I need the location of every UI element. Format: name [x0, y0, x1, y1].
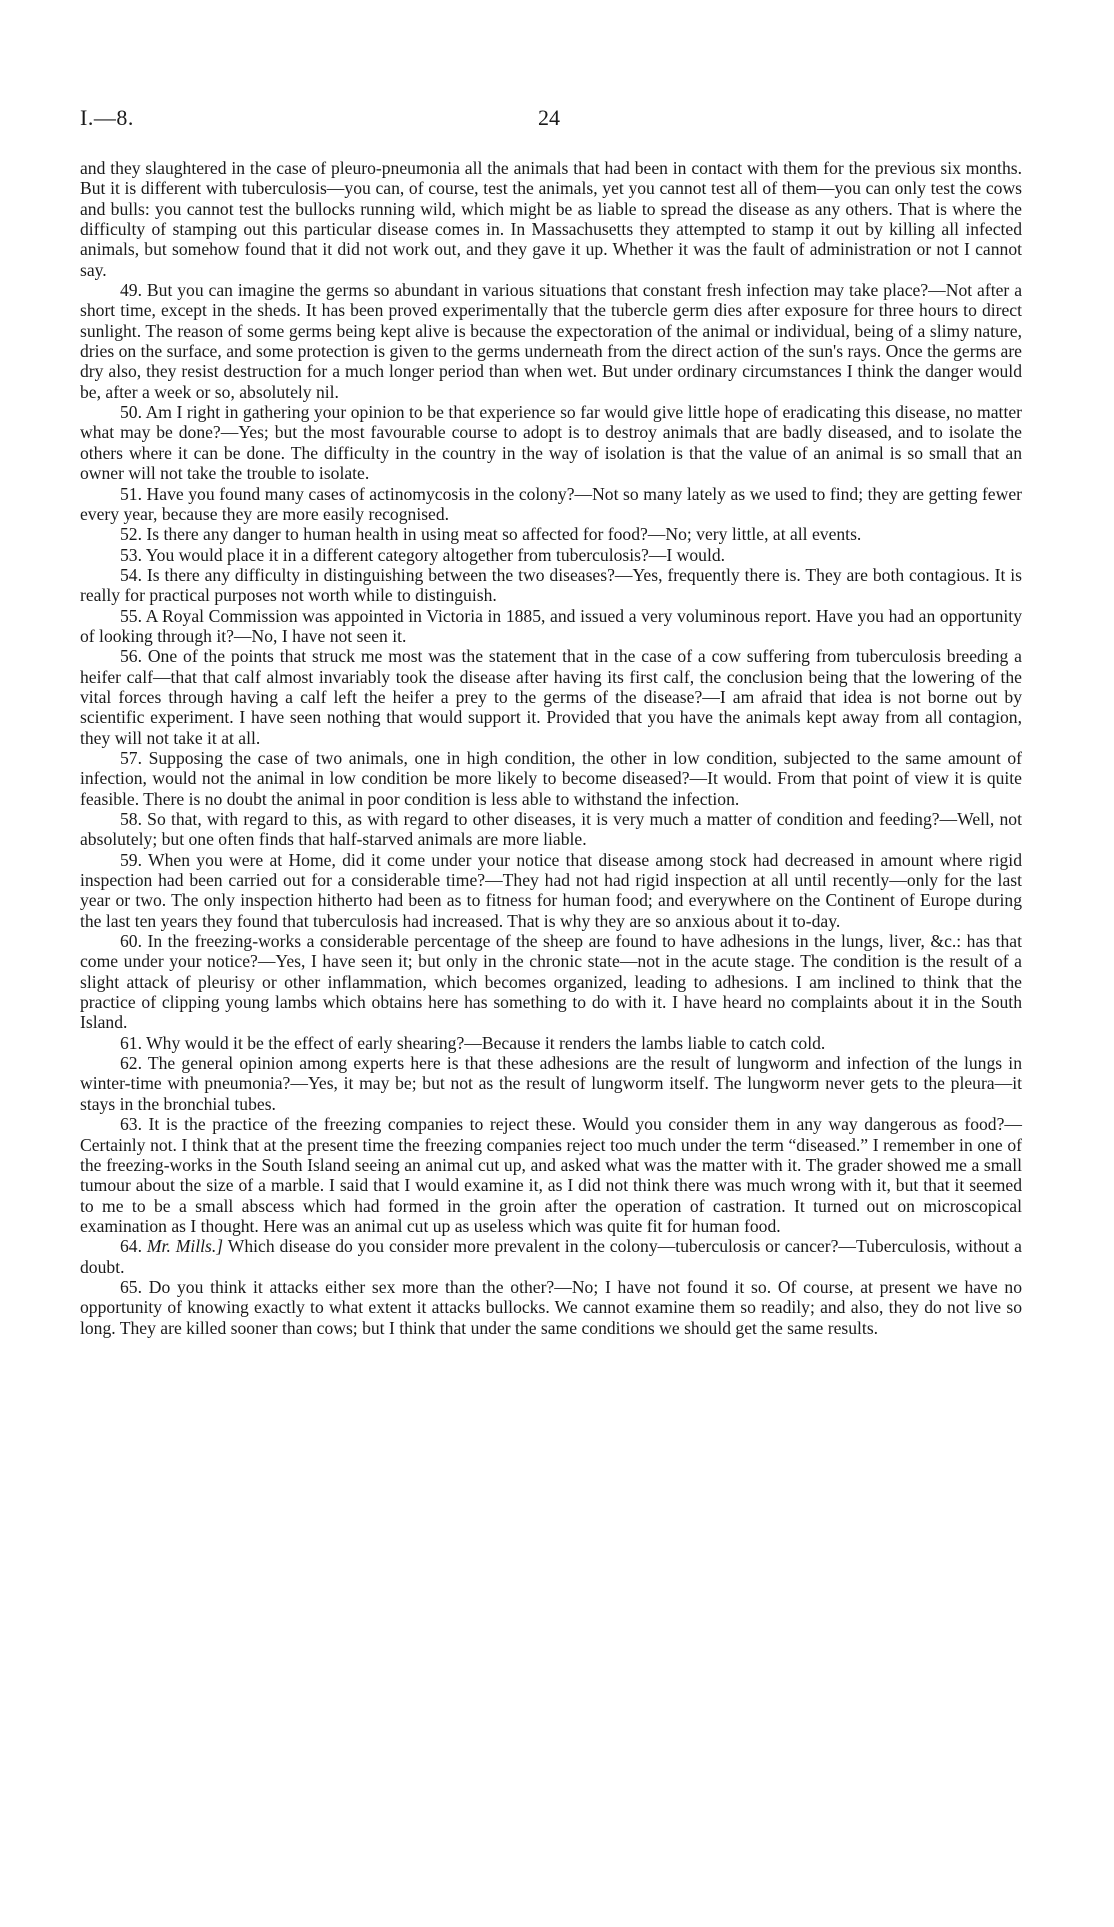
- paragraph-q49: 49. But you can imagine the germs so abundant in various situations that constant fresh infection may take place?—Not after a short time, except in the sheds. It has been proved experimentally that the tubercle germ dies after exposure for three hours to direct sunlight. The reason of some germs being kept alive is because the expectoration of the animal or individual, being of a slimy nature, dries on the surface, and some protection is given to the germs underneath from the direct action of the sun's rays. Once the germs are dry also, they resist destruction for a much longer period than when wet. But under ordinary circumstances I think the danger would be, after a week or so, absolutely nil.: [80, 280, 1022, 402]
- paragraph-q56: 56. One of the points that struck me most was the statement that in the case of a cow suffering from tuberculosis breeding a heifer calf—that that calf almost invariably took the disease after having its first calf, the conclusion being that the lowering of the vital forces through having a calf left the heifer a prey to the germs of the disease?—I am afraid that idea is not borne out by scientific experiment. I have seen nothing that would support it. Provided that you have the animals kept away from all contagion, they will not take it at all.: [80, 646, 1022, 748]
- paragraph-q55: 55. A Royal Commission was appointed in Victoria in 1885, and issued a very voluminous report. Have you had an opportunity of looking through it?—No, I have not seen it.: [80, 605, 1022, 646]
- document-reference: I.—8.: [80, 105, 134, 130]
- paragraph-q59: 59. When you were at Home, did it come under your notice that disease among stock had decreased in amount where rigid inspection had been carried out for a considerable time?—They had not had rigid inspection at all until recently—only for the last year or two. The only inspection hitherto had been as to fitness for human food; and everywhere on the Continent of Europe during the last ten years they found that tuberculosis had increased. That is why they are so anxious about it to-day.: [80, 849, 1022, 931]
- body-text: [80, 158, 1022, 1338]
- paragraph-q58: 58. So that, with regard to this, as with regard to other diseases, it is very much a matter of condition and feeding?—Well, not absolutely; but one often finds that half-starved animals are more liable.: [80, 809, 1022, 850]
- paragraph-q54: 54. Is there any difficulty in distinguishing between the two diseases?—Yes, frequently there is. They are both contagious. It is really for practical purposes not worth while to distinguish.: [80, 564, 1022, 606]
- paragraph-q57: 57. Supposing the case of two animals, one in high condition, the other in low condition, subjected to the same amount of infection, would not the animal in low condition be more likely to become diseased?—It would. From that point of view it is quite feasible. There is no doubt the animal in poor condition is less able to withstand the infection.: [80, 747, 1022, 809]
- paragraph-q52: 52. Is there any danger to human health in using meat so affected for food?—No; very little, at all events.: [120, 524, 862, 545]
- paragraph-q62: 62. The general opinion among experts here is that these adhesions are the result of lungworm and infection of the lungs in winter-time with pneumonia?—Yes, it may be; but not as the result of lungworm itself. The lungworm never gets to the pleura—it stays in the bronchial tubes.: [80, 1053, 1022, 1114]
- paragraph-q60: 60. In the freezing-works a considerable percentage of the sheep are found to have adhesions in the lungs, liver, &c.: has that come under your notice?—Yes, I have seen it; but only in the chronic state—not in the acute stage. The condition is the result of a slight attack of pleurisy or other inflammation, which becomes organized, leading to adhesions. I am inclined to think that the practice of clipping young lambs which obtains here has something to do with it. I have heard no complaints about it in the South Island.: [80, 931, 1022, 1033]
- question-text: Which disease do you consider more prevalent in the colony—tuberculosis or cancer?—Tuberculosis, without a doubt.: [80, 1236, 1022, 1277]
- paragraph-q50: 50. Am I right in gathering your opinion to be that experience so far would give little hope of eradicating this disease, no matter what may be done?—Yes; but the most favourable course to adopt is to destroy animals that are badly diseased, and to isolate the others where it can be done. The difficulty in the country in the way of isolation is that the value of an animal is so small that an owner will not take the trouble to isolate.: [80, 402, 1022, 484]
- question-number: 64.: [120, 1236, 142, 1257]
- page-number: 24: [538, 105, 560, 130]
- paragraph-continuation: and they slaughtered in the case of pleuro-pneumonia all the animals that had been in contact with them for the previous six months. But it is different with tuberculosis—you can, of course, test the animals, yet you cannot test all of them—you can only test the cows and bulls: you cannot test the bullocks running wild, which might be as liable to spread the disease as any others. That is where the difficulty of stamping out this particular disease comes in. In Massachusetts they attempted to stamp it out by killing all infected animals, but somehow found that it did not work out, and they gave it up. Whether it was the fault of administration or not I cannot say.: [80, 158, 1022, 280]
- paragraph-q51: 51. Have you found many cases of actinomycosis in the colony?—Not so many lately as we used to find; they are getting fewer every year, because they are more easily recognised.: [80, 483, 1022, 524]
- paragraph-q64: [80, 1236, 1022, 1277]
- paragraph-q63: 63. It is the practice of the freezing companies to reject these. Would you consider them in any way dangerous as food?—Certainly not. I think that at the present time the freezing companies reject too much under the term “diseased.” I remember in one of the freezing-works in the South Island seeing an animal cut up, and asked what was the matter with it. The grader showed me a small tumour about the size of a marble. I said that I would examine it, as I did not think there was much wrong with it, but that it seemed to me to be a small abscess which had formed in the groin after the operation of castration. It turned out on microscopical examination as I thought. Here was an animal cut up as useless which was quite fit for human food.: [80, 1114, 1022, 1236]
- paragraph-q53: 53. You would place it in a different category altogether from tuberculosis?—I would.: [120, 544, 726, 565]
- speaker-label: Mr. Mills.]: [146, 1236, 224, 1257]
- paragraph-q61: 61. Why would it be the effect of early shearing?—Because it renders the lambs liable to catch cold.: [120, 1032, 826, 1053]
- paragraph-q65: 65. Do you think it attacks either sex more than the other?—No; I have not found it so. Of course, at present we have no opportunity of knowing exactly to what extent it attacks bullocks. We cannot examine them so readily; and also, they do not live so long. They are killed sooner than cows; but I think that under the same conditions we should get the same results.: [80, 1276, 1022, 1338]
